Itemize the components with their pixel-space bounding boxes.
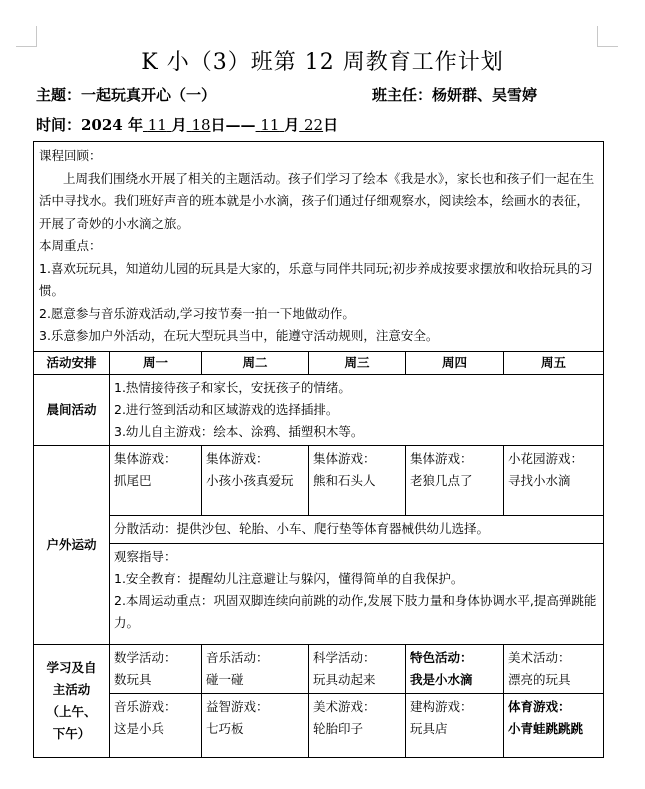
activity-type: 音乐游戏： [114,698,177,714]
guidance-item: 2.本周运动重点：巩固双脚连续向前跳的动作,发展下肢力量和身体协调水平,提高弹跳能力。 [114,592,597,630]
learning-label-line: （上午、 [46,703,97,719]
learning-cell [406,644,504,693]
game-name: 熊和石头人 [313,472,376,488]
theme-value: 一起玩真开心（一） [81,86,217,104]
review-text: 上周我们围绕水开展了相关的主题活动。孩子们学习了绘本《我是水》，家长也和孩子们一起在生活中寻找水。我们班好声音的班本就是小水滴，孩子们通过仔细观察水，阅读绘本，绘画水的表征，开展了奇妙的小水滴之旅。 [39,170,595,231]
game-name: 抓尾巴 [114,472,152,488]
time-label: 时间：2024 年 [36,116,143,134]
learning-cell [504,644,604,693]
activity-name: 漂亮的玩具 [508,671,571,687]
activity-name: 我是小水滴 [410,671,473,687]
activity-type: 数学活动： [114,649,177,665]
plan-table [33,141,604,758]
learning-label-line: 学习及自 [46,659,97,675]
learning-label-line: 下午） [52,725,91,741]
day-char: 日 [323,116,339,134]
month-char-1: 月 [171,116,187,134]
learning-row-1 [34,644,604,693]
guidance-heading: 观察指导： [114,548,177,564]
morning-row [34,374,604,445]
teacher-value: 杨妍群、吴雪婷 [432,86,538,104]
teacher-label: 班主任： [372,86,433,104]
split-activity: 分散活动：提供沙包、轮胎、小车、爬行垫等体育器械供幼儿选择。 [110,515,604,543]
outdoor-split-row [34,515,604,543]
game-name: 寻找小水滴 [508,472,571,488]
learning-cell [202,644,309,693]
review-row [34,142,604,352]
learning-cell [309,693,406,757]
activity-type: 建构游戏： [410,698,473,714]
start-month: 11 [147,116,167,134]
corner-mark-top-right [597,26,618,47]
game-name: 老狼几点了 [410,472,473,488]
game-type: 集体游戏： [313,450,376,466]
day-separator: 日—— [210,116,256,134]
teacher-line [372,84,537,105]
activity-type: 益智游戏： [206,698,269,714]
day-header: 周四 [406,351,504,374]
activity-type: 科学活动： [313,649,376,665]
outdoor-game-cell [504,445,604,515]
activity-type: 音乐活动： [206,649,269,665]
learning-label-line: 主活动 [52,681,91,697]
outdoor-game-cell [202,445,309,515]
day-header: 周三 [309,351,406,374]
focus-heading: 本周重点： [39,238,102,253]
outdoor-game-cell [309,445,406,515]
morning-item: 3.幼儿自主游戏：绘本、涂鸦、插塑积木等。 [114,423,364,439]
learning-cell [202,693,309,757]
learning-cell [406,693,504,757]
game-name: 小孩小孩真爱玩 [206,472,294,488]
outdoor-game-cell [406,445,504,515]
end-month: 11 [260,116,280,134]
document-title: K 小（3）班第 12 周教育工作计划 [141,50,504,75]
activity-type: 美术游戏： [313,698,376,714]
learning-label [34,644,110,757]
schedule-corner-label: 活动安排 [34,351,110,374]
game-type: 小花园游戏： [508,450,584,466]
guidance-cell [110,543,604,644]
theme-label: 主题： [36,86,82,104]
activity-type: 特色活动： [410,649,473,665]
theme-line [36,84,216,105]
activity-name: 轮胎印子 [313,720,364,736]
game-type: 集体游戏： [206,450,269,466]
outdoor-games-row [34,445,604,515]
outdoor-game-cell [110,445,202,515]
morning-item: 1.热情接待孩子和家长，安抚孩子的情绪。 [114,379,351,395]
activity-name: 这是小兵 [114,720,165,736]
day-header: 周一 [110,351,202,374]
month-char-2: 月 [284,116,300,134]
learning-row-2 [34,693,604,757]
review-cell [34,142,604,352]
morning-item: 2.进行签到活动和区域游戏的选择插排。 [114,401,339,417]
learning-cell [504,693,604,757]
guidance-item: 1.安全教育：提醒幼儿注意避让与躲闪，懂得简单的自我保护。 [114,570,464,586]
end-day: 22 [304,116,324,134]
activity-name: 碰一碰 [206,671,244,687]
morning-label: 晨间活动 [34,374,110,445]
review-heading: 课程回顾： [39,148,102,163]
weekday-header-row [34,351,604,374]
outdoor-guidance-row [34,543,604,644]
focus-item: 3.乐意参加户外活动，在玩大型玩具当中，能遵守活动规则，注意安全。 [39,328,439,343]
learning-cell [309,644,406,693]
focus-item: 2.愿意参与音乐游戏活动,学习按节奏一拍一下地做动作。 [39,305,355,321]
activity-type: 美术活动： [508,649,571,665]
time-line [36,114,338,135]
activity-name: 小青蛙跳跳跳 [508,720,584,736]
start-day: 18 [191,116,211,134]
day-header: 周五 [504,351,604,374]
activity-name: 数玩具 [114,671,152,687]
game-type: 集体游戏： [410,450,473,466]
corner-mark-top-left [16,26,37,47]
focus-item: 1.喜欢玩玩具，知道幼儿园的玩具是大家的，乐意与同伴共同玩;初步养成按要求摆放和收拾玩具的习惯。 [39,260,593,298]
learning-cell [110,644,202,693]
activity-type: 体育游戏： [508,698,571,714]
learning-cell [110,693,202,757]
outdoor-label: 户外运动 [34,445,110,644]
activity-name: 玩具动起来 [313,671,376,687]
morning-content [110,374,604,445]
activity-name: 七巧板 [206,720,244,736]
game-type: 集体游戏： [114,450,177,466]
day-header: 周二 [202,351,309,374]
activity-name: 玩具店 [410,720,448,736]
